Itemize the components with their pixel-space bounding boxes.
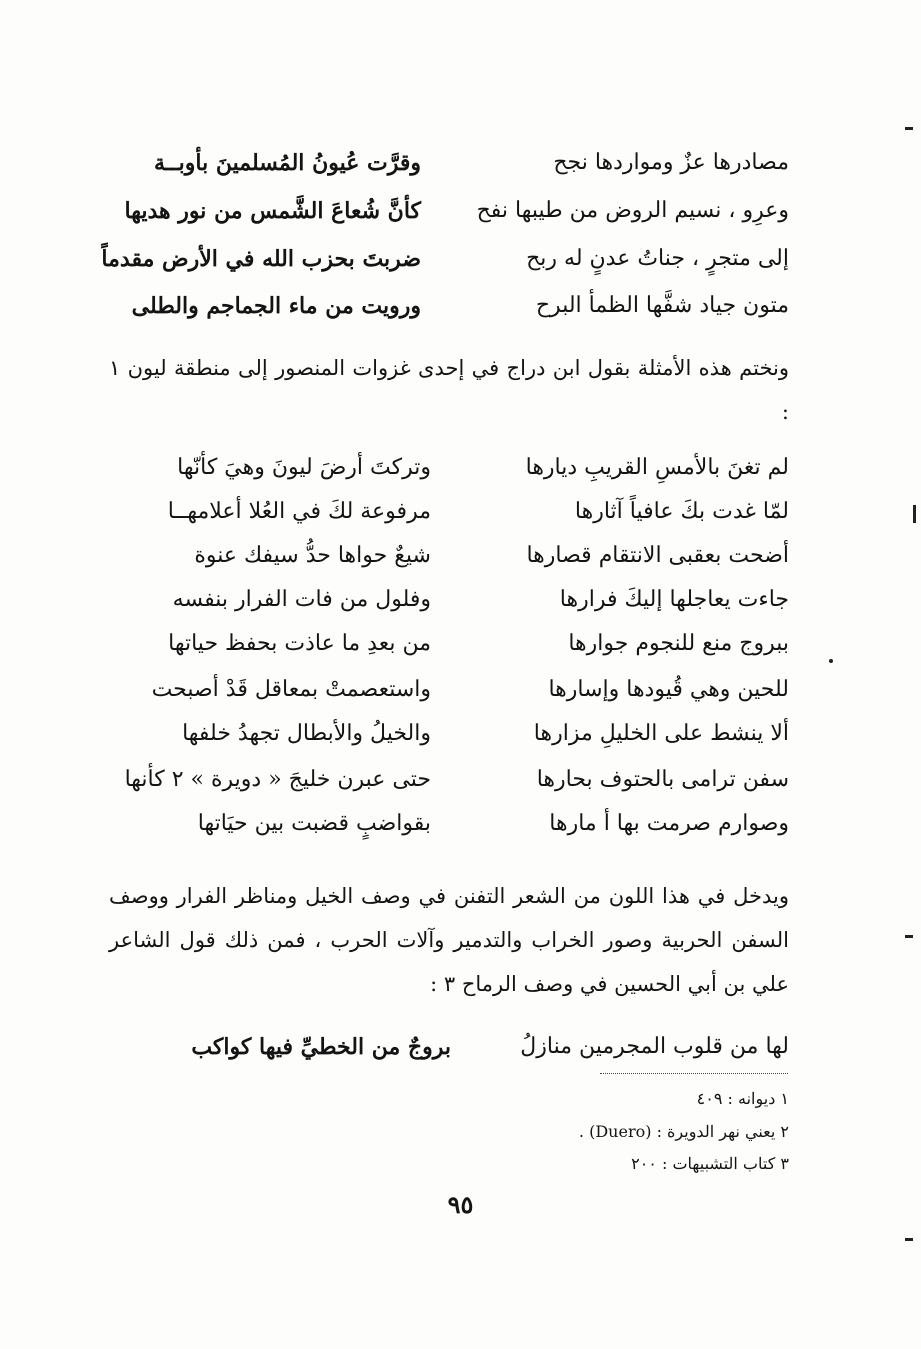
verse-second-hemistich: للحين وهي قُيودها وإسارها [548,677,789,702]
verse-second-hemistich: ألا ينشط على الخليلِ مزارها [533,721,789,746]
scan-mark [905,127,913,130]
verse-line [0,622,921,666]
verse-line [0,189,921,233]
verse-line [0,578,921,622]
verse-second-hemistich: لم تغنَ بالأمسِ القريبِ ديارها [525,455,789,480]
verse-second-hemistich: ببروج منع للنجوم جوارها [568,631,789,656]
verse-second-hemistich: وعرِو ، نسيم الروض من طيبها نفح [476,198,789,223]
verse-first-hemistich: ضربتَ بحزب الله في الأرض مقدماً [101,246,421,272]
verse-second-hemistich: وصوارم صرمت بها أ مارها [549,811,789,836]
verse-first-hemistich: بروجٌ من الخطيِّ فيها كواكب [191,1034,451,1060]
verse-line [0,758,921,802]
paragraph: ونختم هذه الأمثلة بقول ابن دراج في إحدى غزوات المنصور إلى منطقة ليون ١ : [109,356,789,424]
verse-line [0,668,921,712]
verse-second-hemistich: لها من قلوب المجرمين منازلُ [520,1034,789,1059]
verse-line [0,1025,921,1069]
verse-second-hemistich: إلى متجرٍ ، جناتُ عدنٍ له ربح [526,246,789,271]
verse-first-hemistich: وتركتَ أرضَ ليونَ وهيَ كأنّها [177,455,431,480]
footnote: ١ ديوانه : ٤٠٩ [696,1089,789,1108]
verse-first-hemistich: واستعصمتْ بمعاقل قَدْ أصبحت [151,677,431,702]
verse-line [0,534,921,578]
verse-second-hemistich: لمّا غدت بكَ عافياً آثارها [574,499,789,524]
verse-line [0,237,921,281]
verse-first-hemistich: مرفوعة لكَ في العُلا أعلامهــا [167,499,431,524]
verse-line [0,284,921,328]
verse-first-hemistich: من بعدِ ما عاذت بحفظ حياتها [168,631,431,656]
verse-first-hemistich: بقواضبٍ قضبت بين حيَاتها [197,811,431,836]
verse-first-hemistich: حتى عبرن خليجَ « دويرة » ٢ كأنها [124,767,431,792]
verse-second-hemistich: أضحت بعقبى الانتقام قصارها [526,543,789,568]
scan-speck [829,659,833,663]
verse-line [0,802,921,846]
verse-second-hemistich: جاءت يعاجلها إليكَ فرارها [559,587,789,612]
scan-mark [905,935,913,938]
verse-first-hemistich: كأنَّ شُعاعَ الشَّمس من نور هديها [124,198,421,224]
verse-line [0,712,921,756]
verse-first-hemistich: وقرَّت عُيونُ المُسلمينَ بأوبــة [153,150,421,176]
verse-line [0,141,921,185]
footnote-rule [600,1073,788,1074]
verse-line [0,446,921,490]
footnote: ٣ كتاب التشبيهات : ٢٠٠ [631,1154,789,1173]
page-number: ٩٥ [447,1190,474,1219]
scan-mark [913,505,916,523]
paragraph: ويدخل في هذا اللون من الشعر التفنن في وصف الخيل ومناظر الفرار ووصف السفن الحربية وصور الخراب والتدمير وآلات الحرب ، فمن ذلك قول الشاعر علي بن أبي الحسين في وصف الرماح ٣ : [109,884,789,996]
verse-first-hemistich: والخيلُ والأبطال تجهدُ خلفها [182,721,431,746]
footnote: ٢ يعني نهر الدويرة : (Duero) . [578,1122,789,1141]
verse-first-hemistich: وفلول من فات الفرار بنفسه [172,587,431,612]
verse-line [0,490,921,534]
verse-first-hemistich: ورويت من ماء الجماجم والطلى [131,293,421,319]
scan-mark [905,1238,913,1241]
verse-second-hemistich: متون جياد شفَّها الظمأ البرح [535,293,789,318]
verse-second-hemistich: مصادرها عزٌ ومواردها نجح [553,150,789,175]
verse-second-hemistich: سفن ترامى بالحتوف بحارها [536,767,789,792]
verse-first-hemistich: شيعٌ حواها حدُّ سيفك عنوة [194,543,431,568]
